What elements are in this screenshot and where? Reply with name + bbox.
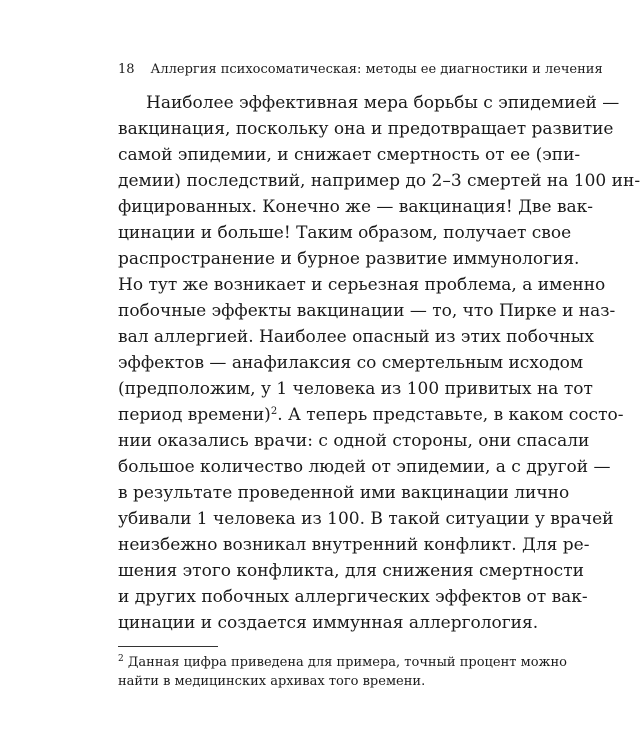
text-line: самой эпидемии, и снижает смертность от ее (эпи- [118, 145, 581, 165]
text-line: большое количество людей от эпидемии, а с другой — [118, 457, 611, 477]
text-line: нии оказались врачи: с одной стороны, они спасали [118, 431, 590, 451]
footnote-line [118, 653, 567, 672]
running-title: Аллергия психосоматическая: методы ее диагностики и лечения [150, 62, 603, 77]
main-text [118, 90, 640, 636]
footnote-line: найти в медицинских архивах того времени. [118, 674, 426, 689]
text-line: Наиболее эффективная мера борьбы с эпидемией — [146, 93, 620, 113]
text-line: вакцинация, поскольку она и предотвращает развитие [118, 119, 614, 139]
footnote [118, 653, 567, 691]
footnote-reference: 2 [270, 406, 278, 417]
text-line: цинации и больше! Таким образом, получает свое [118, 223, 572, 243]
running-header [118, 61, 603, 79]
text-line: неизбежно возникал внутренний конфликт. Для ре- [118, 535, 590, 555]
footnote-marker: 2 [118, 654, 124, 664]
text-line: и других побочных аллергических эффектов от вак- [118, 587, 588, 607]
text-line: побочные эффекты вакцинации — то, что Пирке и наз- [118, 301, 616, 321]
text-line: в результате проведенной ими вакцинации лично [118, 483, 570, 503]
text-line: (предположим, у 1 человека из 100 привитых на тот [118, 379, 593, 399]
text-line: распространение и бурное развитие иммунология. [118, 249, 580, 269]
text-line: вал аллергией. Наиболее опасный из этих побочных [118, 327, 594, 347]
text-line: шения этого конфликта, для снижения смертности [118, 561, 584, 581]
footnote-text: Данная цифра приведена для примера, точный процент можно [123, 655, 567, 670]
page-number: 18 [118, 62, 135, 77]
text-fragment: . А теперь представьте, в каком состо- [277, 405, 624, 425]
text-line: убивали 1 человека из 100. В такой ситуации у врачей [118, 509, 614, 529]
text-line: эффектов — анафилаксия со смертельным исходом [118, 353, 584, 373]
text-line: цинации и создается иммунная аллергология. [118, 613, 539, 633]
footnote-divider [118, 646, 218, 647]
text-line-with-footnote-ref [118, 402, 624, 428]
text-line: демии) последствий, например до 2–3 смертей на 100 ин- [118, 171, 640, 191]
text-line: фицированных. Конечно же — вакцинация! Две вак- [118, 197, 594, 217]
text-fragment: период времени) [118, 405, 271, 425]
text-line: Но тут же возникает и серьезная проблема, а именно [118, 275, 606, 295]
